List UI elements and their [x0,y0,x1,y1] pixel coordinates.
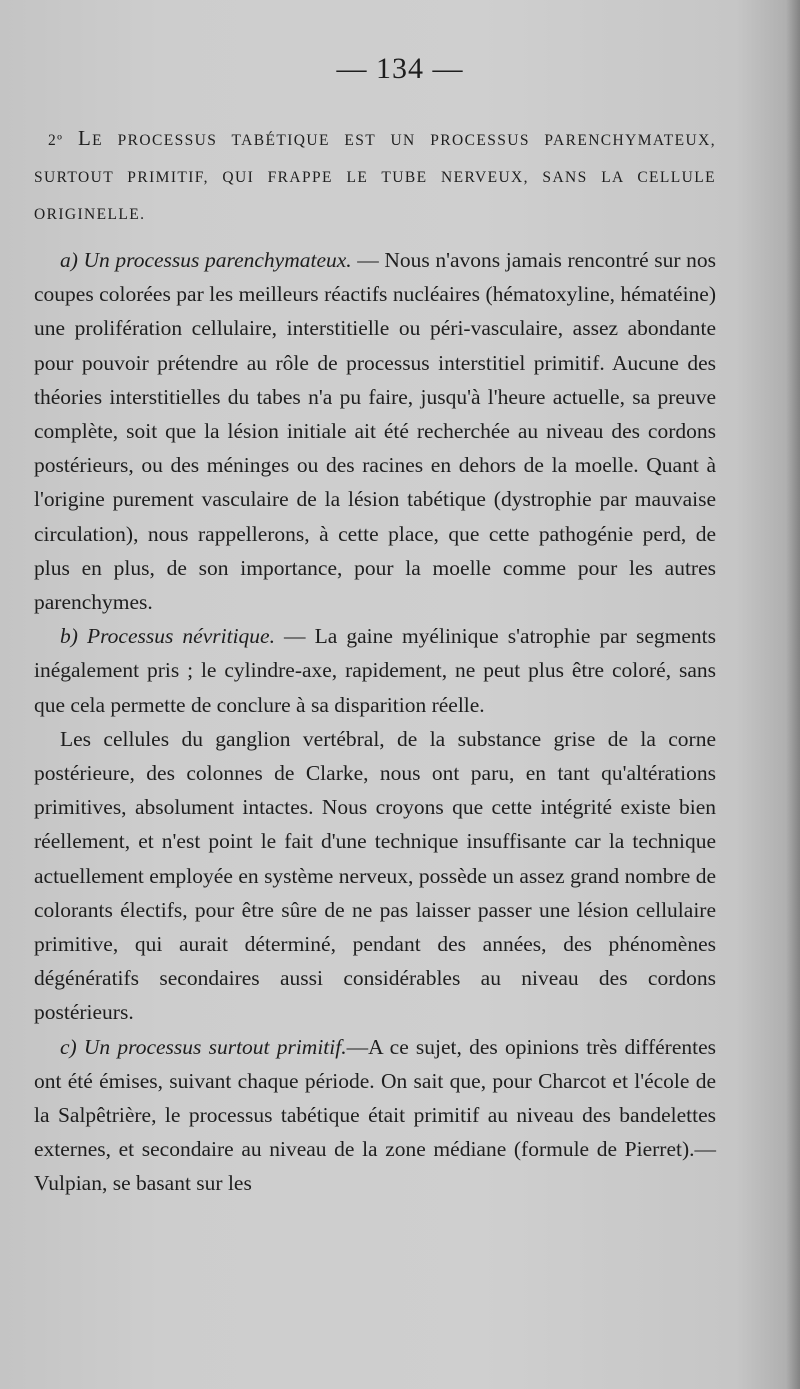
section-heading [34,120,716,233]
paragraph-c-body: —A ce sujet, des opinions très différentes ont été émises, suivant chaque période. On sait que, pour Charcot et l'école de la Salpêtrière, le processus tabétique était primitif au niveau des bandelettes externes, et secondaire au niveau de la zone médiane (formule de Pierret).— Vulpian, se basant sur les [34,1034,716,1196]
page-number: — 134 — [336,52,464,85]
page-body [34,120,716,1201]
paragraph-cells-body: Les cellules du ganglion vertébral, de la substance grise de la corne postérieure, des colonnes de Clarke, nous ont paru, en tant qu'altérations primitives, absolument intactes. Nous croyons que cette intégrité existe bien réellement, et n'est point le fait d'une technique insuffisante car la technique actuellement employée en système nerveux, possède un assez grand nombre de colorants électifs, pour être sûre de ne pas laisser passer une lésion cellulaire primitive, qui aurait déterminé, pendant des années, des phénomènes dégénératifs secondaires aussi considérables au niveau des cordons postérieurs. [34,726,716,1025]
paragraph-b [34,619,716,722]
paragraph-a [34,243,716,619]
paragraph-b-title: Processus névritique. [86,624,275,649]
paragraph-a-body: — Nous n'avons jamais rencontré sur nos coupes colorées par les meilleurs réactifs nucléaires (hématoxyline, hématéine) une prolifération cellulaire, interstitielle ou péri-vasculaire, assez abondante pour pouvoir prétendre au rôle de processus interstitiel primitif. Aucune des théories interstitielles du tabes n'a pu faire, jusqu'à l'heure actuelle, sa preuve complète, soit que la lésion initiale ait été recherchée au niveau des cordons postérieurs, ou des méninges ou des racines en dehors de la moelle. Quant à l'origine purement vasculaire de la lésion tabétique (dystrophie par mauvaise circulation), nous rappellerons, à cette place, que cette pathogénie perd, de plus en plus, de son importance, pour la moelle comme pour les autres parenchymes. [34,248,716,615]
paragraph-b-body: — La gaine myélinique s'atrophie par segments inégalement pris ; le cylindre-axe, rapidement, ne peut plus être coloré, sans que cela permette de conclure à sa disparition réelle. [34,624,717,717]
paragraph-c-title: Un processus surtout primitif. [83,1034,347,1059]
paragraph-c-marker: c) [60,1034,77,1059]
heading-first-letter: L [77,126,93,150]
page-edge-shadow [786,0,800,1389]
heading-text: E PROCESSUS TABÉTIQUE EST UN PROCESSUS PARENCHYMATEUX, SURTOUT PRIMITIF, QUI FRAPPE LE TUBE NERVEUX, SANS LA CELLULE ORIGINELLE. [34,132,716,223]
paragraph-c [34,1030,716,1201]
paragraph-b-marker: b) [60,624,78,649]
paragraph-cells [34,722,716,1030]
paragraph-a-marker: a) [60,248,78,272]
heading-prefix: 2º [48,132,78,149]
paragraph-a-title: Un processus parenchymateux. [83,248,352,272]
